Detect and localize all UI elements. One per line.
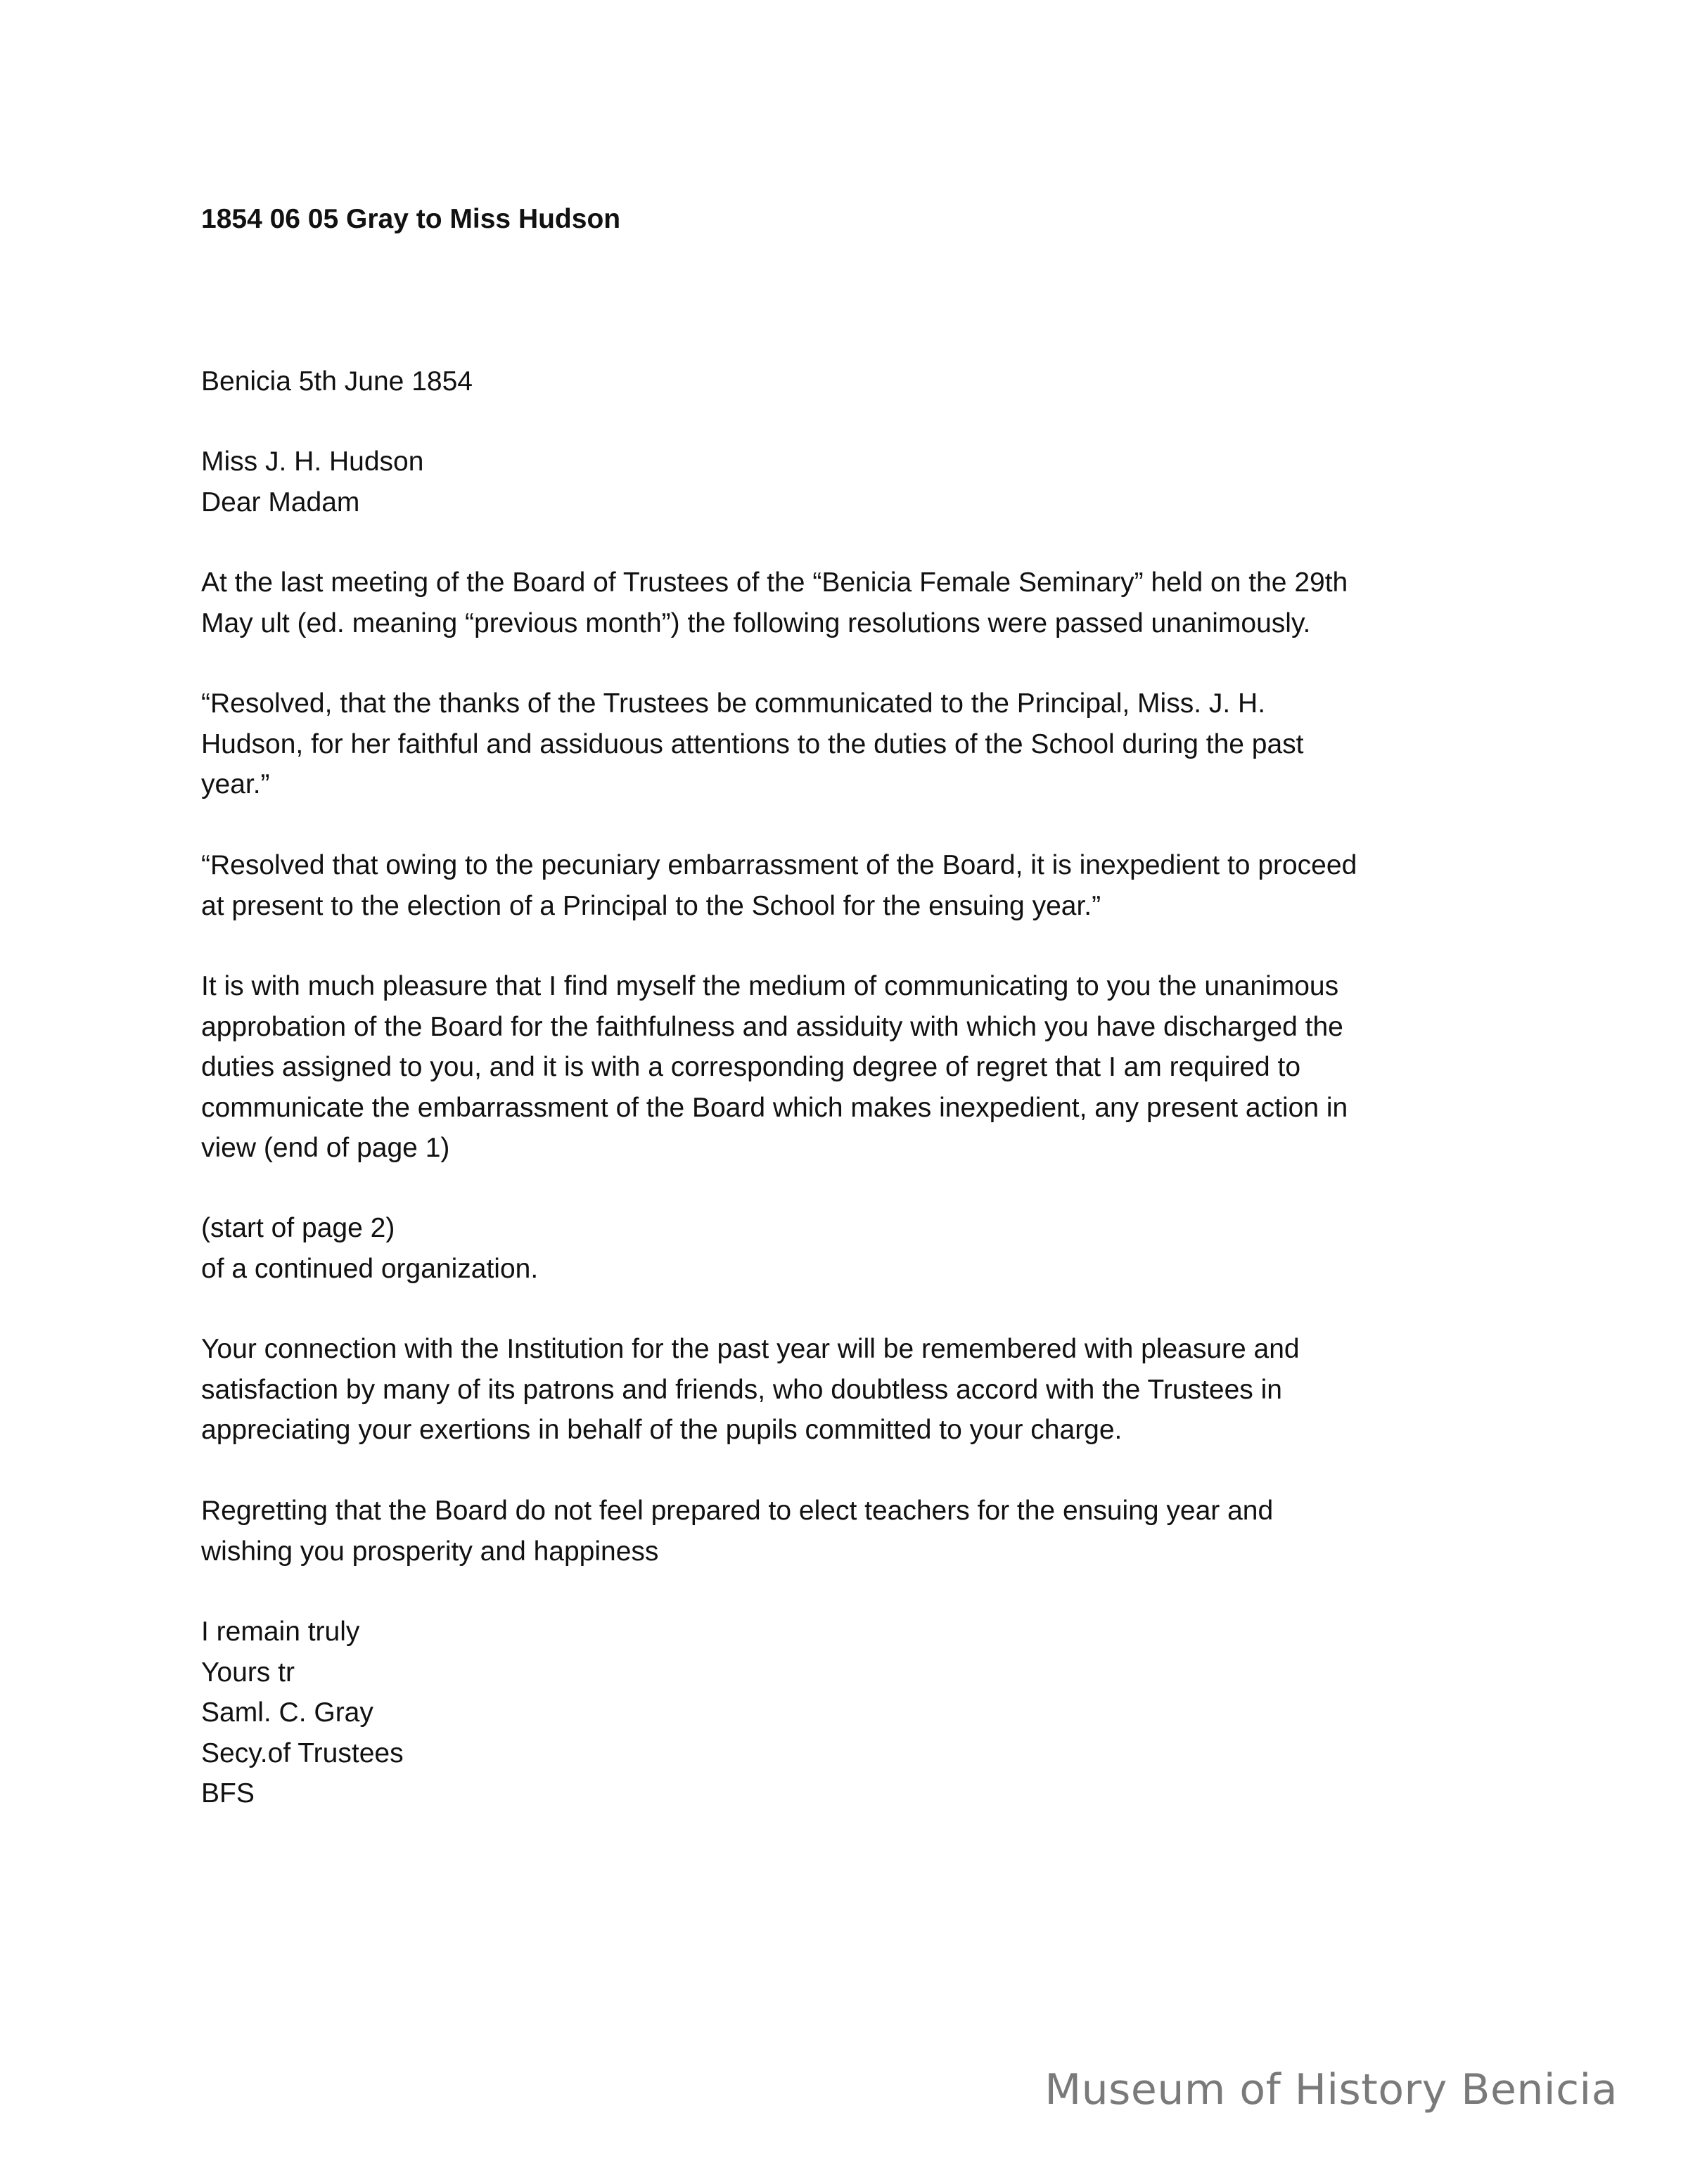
paragraph-line: Hudson, for her faithful and assiduous attentions to the duties of the School during the past bbox=[201, 728, 1304, 759]
paragraph-page-break bbox=[201, 1208, 1509, 1289]
paragraph-line: wishing you prosperity and happiness bbox=[201, 1536, 659, 1567]
document-title: 1854 06 05 Gray to Miss Hudson bbox=[201, 204, 621, 234]
paragraph-connection bbox=[201, 1329, 1509, 1451]
paragraph-line: May ult (ed. meaning “previous month”) the following resolutions were passed unanimously. bbox=[201, 608, 1311, 638]
paragraph-resolution-thanks bbox=[201, 683, 1509, 805]
paragraph-communication bbox=[201, 966, 1509, 1169]
closing-block bbox=[201, 1612, 1509, 1814]
paragraph-line: at present to the election of a Principal to the School for the ensuing year.” bbox=[201, 890, 1101, 921]
paragraph-line: “Resolved, that the thanks of the Trustees be communicated to the Principal, Miss. J. H. bbox=[201, 688, 1266, 719]
addressee-block bbox=[201, 442, 1509, 522]
paragraph-line: At the last meeting of the Board of Trustees of the “Benicia Female Seminary” held on the 29th bbox=[201, 567, 1348, 598]
date-line-text: Benicia 5th June 1854 bbox=[201, 366, 473, 397]
paragraph-resolution-election bbox=[201, 845, 1509, 926]
paragraph-line: year.” bbox=[201, 769, 270, 799]
paragraph-line: Regretting that the Board do not feel prepared to elect teachers for the ensuing year and bbox=[201, 1496, 1274, 1526]
signature-org: BFS bbox=[201, 1778, 255, 1809]
closing-line: I remain truly bbox=[201, 1617, 360, 1647]
paragraph-line: view (end of page 1) bbox=[201, 1133, 450, 1163]
paragraph-line: satisfaction by many of its patrons and friends, who doubtless accord with the Trustees in bbox=[201, 1374, 1282, 1405]
museum-watermark: Museum of History Benicia bbox=[1044, 2065, 1618, 2114]
salutation: Dear Madam bbox=[201, 487, 360, 518]
signature-name: Saml. C. Gray bbox=[201, 1697, 373, 1728]
paragraph-regret bbox=[201, 1491, 1509, 1572]
paragraph-line: (start of page 2) bbox=[201, 1213, 395, 1243]
paragraph-line: Your connection with the Institution for the past year will be remembered with pleasure and bbox=[201, 1334, 1300, 1364]
closing-line: Yours tr bbox=[201, 1657, 295, 1688]
paragraph-line: duties assigned to you, and it is with a corresponding degree of regret that I am required to bbox=[201, 1052, 1301, 1082]
paragraph-line: “Resolved that owing to the pecuniary embarrassment of the Board, it is inexpedient to proceed bbox=[201, 850, 1357, 880]
addressee-name: Miss J. H. Hudson bbox=[201, 447, 424, 477]
signature-title: Secy.of Trustees bbox=[201, 1737, 404, 1768]
date-line bbox=[201, 361, 1509, 402]
paragraph-line: appreciating your exertions in behalf of the pupils committed to your charge. bbox=[201, 1415, 1123, 1445]
paragraph-line: It is with much pleasure that I find myself the medium of communicating to you the unanimous bbox=[201, 971, 1339, 1001]
paragraph-line: of a continued organization. bbox=[201, 1253, 539, 1284]
paragraph-line: communicate the embarrassment of the Board which makes inexpedient, any present action in bbox=[201, 1092, 1348, 1123]
paragraph-line: approbation of the Board for the faithfulness and assiduity with which you have discharged the bbox=[201, 1011, 1343, 1042]
paragraph-meeting bbox=[201, 563, 1509, 643]
